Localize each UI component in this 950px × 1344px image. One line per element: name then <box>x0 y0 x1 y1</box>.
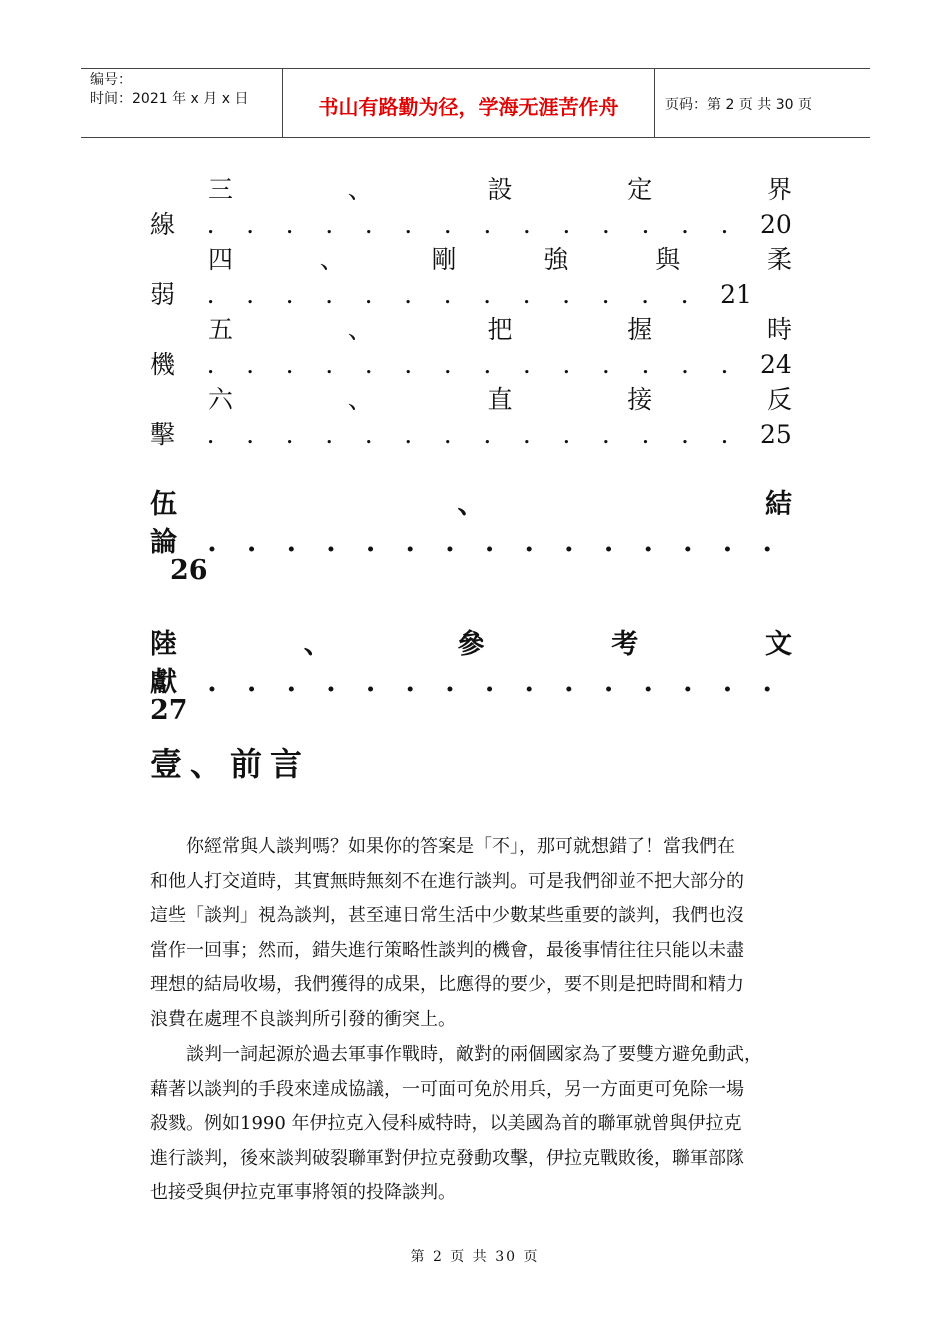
serial-label: 编号： <box>90 72 132 88</box>
toc-token: . <box>443 280 452 309</box>
header-meta-cell <box>81 69 283 137</box>
paragraph-line: 進行談判，後來談判破裂聯軍對伊拉克發動攻擊，伊拉克戰敗後，聯軍部隊 <box>150 1147 744 1169</box>
toc-token: . <box>286 667 296 698</box>
toc-token: 剛 <box>431 245 457 274</box>
toc-token: 考 <box>611 629 639 660</box>
toc-token: 機 <box>150 350 176 379</box>
page-info: 页码：第 2 页 共 30 页 <box>665 97 812 113</box>
page-header-table <box>81 68 870 138</box>
toc-token: . <box>325 280 334 309</box>
toc-token: 參 <box>457 629 485 660</box>
toc-token: 獻 <box>150 667 177 698</box>
toc-token: . <box>641 350 650 379</box>
toc-token: . <box>206 350 215 379</box>
toc-entry-title <box>208 240 792 276</box>
toc-token: . <box>562 420 571 449</box>
toc-token: . <box>683 667 693 698</box>
toc-token: . <box>325 420 334 449</box>
toc-token: . <box>404 350 413 379</box>
toc-token: . <box>601 420 610 449</box>
toc-major-title <box>150 482 792 521</box>
paragraph-1 <box>150 830 800 1038</box>
toc-entry-leader <box>150 415 792 451</box>
paragraph-line: 也接受與伊拉克軍事將領的投降談判。 <box>150 1182 456 1204</box>
toc-token: . <box>206 280 215 309</box>
toc-token: . <box>285 350 294 379</box>
toc-token: . <box>246 350 255 379</box>
toc-token: 反 <box>766 385 792 414</box>
toc-token: 、 <box>347 385 373 414</box>
section-title: 壹、前言 <box>150 745 311 783</box>
page-footer: 第 2 页 共 30 页 <box>410 1249 540 1265</box>
toc-token: . <box>522 280 531 309</box>
toc-token: . <box>325 210 334 239</box>
toc-token: . <box>326 527 336 558</box>
toc-token: . <box>246 210 255 239</box>
toc-token: . <box>206 420 215 449</box>
toc-token: . <box>762 527 772 558</box>
toc-token: . <box>364 350 373 379</box>
toc-token: . <box>443 420 452 449</box>
toc-token: . <box>404 280 413 309</box>
toc-token: . <box>722 667 733 698</box>
toc-entry-leader <box>150 275 752 311</box>
toc-token: . <box>601 280 610 309</box>
toc-token: . <box>285 210 294 239</box>
toc-entry-title <box>208 310 792 346</box>
toc-token: 擊 <box>150 420 176 449</box>
toc-token: 握 <box>627 315 653 344</box>
toc-token: . <box>643 527 653 558</box>
toc-entry-title <box>208 380 792 416</box>
toc-token: . <box>285 420 294 449</box>
toc-token: 24 <box>760 350 792 379</box>
toc-token: 界 <box>766 175 792 204</box>
toc-token: 、 <box>347 175 373 204</box>
paragraph-line: 藉著以談判的手段來達成協議，一可面可免於用兵，另一方面更可免除一場 <box>150 1078 744 1100</box>
toc-token: 接 <box>627 385 653 414</box>
toc-major-leader <box>150 660 772 699</box>
toc-token: . <box>443 210 452 239</box>
toc-token: . <box>365 667 376 698</box>
toc-token: 線 <box>150 210 176 239</box>
toc-token: . <box>365 527 376 558</box>
toc-major-leader <box>150 520 772 559</box>
toc-token: . <box>720 210 729 239</box>
toc-token: . <box>246 667 257 698</box>
paragraph-line: 你經常與人談判嗎？如果你的答案是「不」，那可就想錯了！當我們在 <box>150 836 735 857</box>
toc-token: . <box>722 527 733 558</box>
toc-token: . <box>483 420 492 449</box>
toc-token: . <box>484 527 495 558</box>
toc-token: . <box>364 210 373 239</box>
toc-token: . <box>641 280 650 309</box>
toc-token: 直 <box>487 385 513 414</box>
toc-token: . <box>206 210 215 239</box>
toc-token: . <box>404 420 413 449</box>
toc-token: 、 <box>457 489 485 520</box>
header-motto-cell <box>283 69 655 137</box>
toc-token: . <box>720 350 729 379</box>
toc-token: 把 <box>487 315 513 344</box>
toc-token: . <box>246 280 255 309</box>
toc-token: . <box>246 420 255 449</box>
toc-token: . <box>483 350 492 379</box>
toc-token: 四 <box>208 245 234 274</box>
toc-major-page-number: 26 <box>170 555 208 586</box>
toc-token: 弱 <box>150 280 176 309</box>
toc-token: . <box>445 667 455 698</box>
toc-token: . <box>720 420 729 449</box>
toc-token: . <box>601 210 610 239</box>
toc-entry-leader <box>150 205 792 241</box>
header-page-cell <box>655 69 870 137</box>
paragraph-line: 殺戮。例如1990 年伊拉克入侵科威特時，以美國為首的聯軍就曾與伊拉克 <box>150 1113 742 1135</box>
toc-token: 設 <box>487 175 513 204</box>
toc-token: . <box>207 527 217 558</box>
toc-token: . <box>286 527 296 558</box>
toc-token: 六 <box>208 385 234 414</box>
paragraph-line: 這些「談判」視為談判，甚至連日常生活中少數某些重要的談判，我們也沒 <box>150 905 744 927</box>
time-label: 时间：2021 年 x 月 x 日 <box>90 91 249 107</box>
paragraph-line: 當作一回事；然而，錯失進行策略性談判的機會，最後事情往往只能以未盡 <box>150 939 744 961</box>
toc-token: . <box>404 210 413 239</box>
toc-major-title <box>150 622 792 661</box>
toc-token: . <box>443 350 452 379</box>
toc-token: 陸 <box>150 629 177 660</box>
toc-token: 強 <box>543 245 569 274</box>
toc-token: . <box>562 210 571 239</box>
toc-token: . <box>603 667 614 698</box>
paragraph-line: 談判一詞起源於過去軍事作戰時，敵對的兩個國家為了要雙方避免動武， <box>150 1044 762 1065</box>
toc-token: . <box>522 210 531 239</box>
toc-token: . <box>601 350 610 379</box>
toc-token: . <box>564 527 574 558</box>
toc-token: . <box>680 210 689 239</box>
toc-major-page-number: 27 <box>150 695 188 726</box>
toc-token: 、 <box>303 629 331 660</box>
toc-token: . <box>522 420 531 449</box>
toc-token: . <box>641 210 650 239</box>
toc-token: 20 <box>760 210 792 239</box>
toc-token: . <box>680 280 689 309</box>
toc-token: 時 <box>766 315 792 344</box>
toc-token: 文 <box>765 629 792 660</box>
paragraph-line: 浪費在處理不良談判所引發的衝突上。 <box>150 1008 456 1030</box>
paragraph-2 <box>150 1038 800 1211</box>
toc-token: . <box>680 350 689 379</box>
toc-token: . <box>562 280 571 309</box>
toc-token: . <box>325 350 334 379</box>
toc-token: 與 <box>655 245 681 274</box>
toc-token: . <box>643 667 653 698</box>
toc-token: 結 <box>765 489 792 520</box>
toc-entry-title <box>208 170 792 206</box>
toc-token: . <box>405 667 415 698</box>
motto-text: 书山有路勤为径，学海无涯苦作舟 <box>318 95 619 119</box>
toc-token: . <box>680 420 689 449</box>
toc-token: . <box>641 420 650 449</box>
toc-token: 定 <box>627 175 653 204</box>
toc-token: . <box>246 527 257 558</box>
toc-token: . <box>484 667 495 698</box>
toc-token: 、 <box>319 245 345 274</box>
toc-token: . <box>285 280 294 309</box>
toc-token: 柔 <box>766 245 792 274</box>
toc-token: . <box>562 350 571 379</box>
toc-token: 25 <box>760 420 792 449</box>
toc-token: . <box>364 420 373 449</box>
toc-token: . <box>483 280 492 309</box>
toc-token: 三 <box>208 175 234 204</box>
toc-token: . <box>522 350 531 379</box>
toc-token: 論 <box>150 527 177 558</box>
paragraph-line: 理想的結局收場，我們獲得的成果，比應得的要少，要不則是把時間和精力 <box>150 974 744 996</box>
toc-token: . <box>364 280 373 309</box>
toc-token: . <box>603 527 614 558</box>
paragraph-line: 和他人打交道時，其實無時無刻不在進行談判。可是我們卻並不把大部分的 <box>150 870 744 892</box>
toc-token: . <box>483 210 492 239</box>
toc-token: 五 <box>208 315 234 344</box>
toc-token: . <box>762 667 772 698</box>
toc-token: . <box>683 527 693 558</box>
toc-token: . <box>405 527 415 558</box>
toc-token: . <box>524 667 534 698</box>
toc-token: . <box>564 667 574 698</box>
toc-token: . <box>445 527 455 558</box>
toc-token: . <box>326 667 336 698</box>
toc-entry-leader <box>150 345 792 381</box>
toc-token: . <box>524 527 534 558</box>
toc-token: 伍 <box>150 489 177 520</box>
toc-token: 、 <box>347 315 373 344</box>
toc-token: 21 <box>720 280 752 309</box>
toc-token: . <box>207 667 217 698</box>
